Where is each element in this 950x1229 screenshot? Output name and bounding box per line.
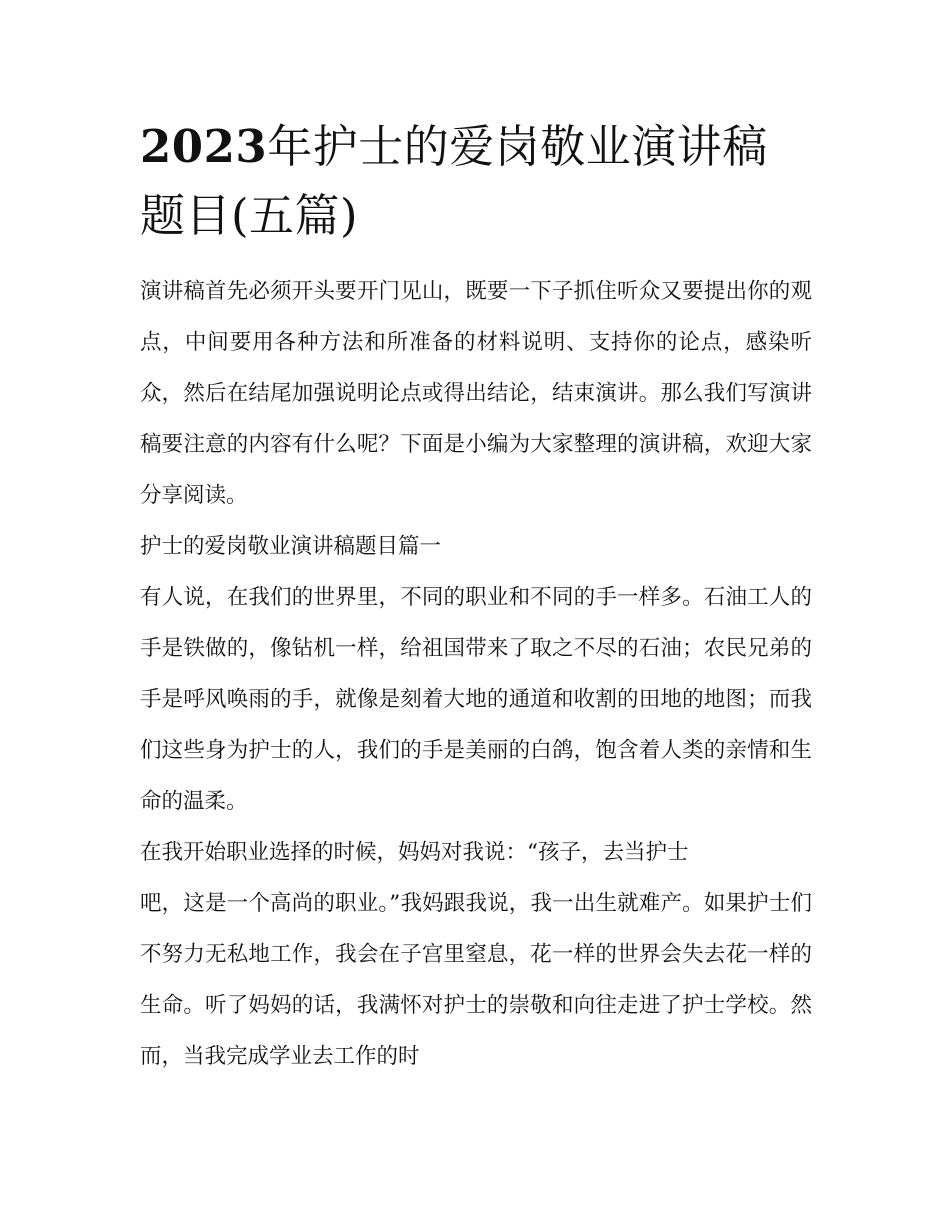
title-year: 2023 bbox=[140, 120, 268, 173]
body-paragraph-1: 有人说，在我们的世界里，不同的职业和不同的手一样多。石油工人的手是铁做的，像钻机一样，给祖国带来了取之不尽的石油；农民兄弟的手是呼风唤雨的手，就像是刻着大地的通道和收割的田地的地图；而我们这些身为护士的人，我们的手是美丽的白鸽，饱含着人类的亲情和生命的温柔。 bbox=[140, 585, 812, 814]
intro-paragraph: 演讲稿首先必须开头要开门见山，既要一下子抓住听众又要提出你的观点，中间要用各种方法和所准备的材料说明、支持你的论点，感染听众，然后在结尾加强说明论点或得出结论，结束演讲。那么我们写演讲稿要注意的内容有什么呢？下面是小编为大家整理的演讲稿，欢迎大家分享阅读。 bbox=[140, 279, 812, 508]
title-text: 年护士的爱岗敬业演讲稿题目(五篇) bbox=[140, 120, 768, 242]
document-title bbox=[140, 112, 812, 250]
document-body bbox=[140, 112, 812, 1082]
section-heading: 护士的爱岗敬业演讲稿题目篇一 bbox=[140, 534, 442, 559]
body-paragraph-2-rest: 吧，这是一个高尚的职业。”我妈跟我说，我一出生就难产。如果护士们不努力无私地工作，我会在子宫里窒息，花一样的世界会失去花一样的生命。听了妈妈的话，我满怀对护士的崇敬和向往走进了护士学校。然而，当我完成学业去工作的时 bbox=[140, 891, 812, 1069]
body-paragraph-2-line-1: 在我开始职业选择的时候，妈妈对我说：“孩子，去当护士 bbox=[140, 840, 689, 865]
